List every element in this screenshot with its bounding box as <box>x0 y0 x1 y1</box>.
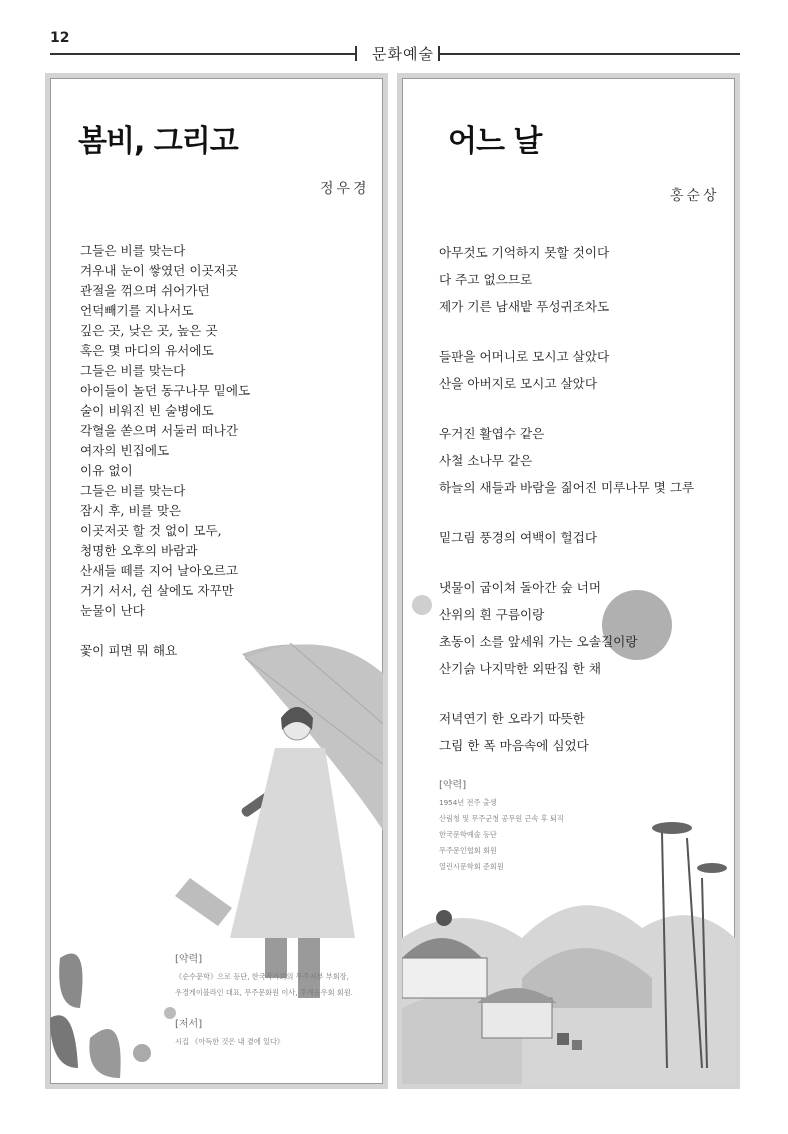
header-rule-left <box>50 53 355 55</box>
works-line: 시집 《아득한 것은 내 곁에 있다》 <box>175 1037 285 1046</box>
poem-line: 그림 한 폭 마음속에 심었다 <box>439 738 589 753</box>
poem-line: 우거진 활엽수 같은 <box>439 426 545 441</box>
bio-line: 산림청 및 무주군청 공무원 근속 후 퇴직 <box>439 814 564 823</box>
bio-line: 한국문학예술 등단 <box>439 830 497 839</box>
poem-line: 청명한 오후의 바람과 <box>80 543 198 558</box>
bio-heading: [약력] <box>175 954 203 965</box>
poem-line: 그들은 비를 맞는다 <box>80 483 186 498</box>
poem-line: 겨우내 눈이 쌓였던 이곳저곳 <box>80 263 238 278</box>
bio-line: 무주문인협회 회원 <box>439 846 497 855</box>
poem-line: 이유 없이 <box>80 463 133 478</box>
stanza-break <box>439 320 694 343</box>
poem-line: 사철 소나무 같은 <box>439 453 533 468</box>
bio-line: 1954년 전주 출생 <box>439 798 497 807</box>
poem-line: 잠시 후, 비를 맞은 <box>80 503 182 518</box>
author-bio <box>175 950 353 1050</box>
poem-line: 깊은 곳, 낮은 곳, 높은 곳 <box>80 323 218 338</box>
header-rule-right <box>440 53 740 55</box>
stanza-break <box>80 621 250 641</box>
poem-line: 언덕빼기를 지나서도 <box>80 303 194 318</box>
section-title: 문화예술 <box>372 45 434 63</box>
poem-line: 산을 아버지로 모시고 살았다 <box>439 376 597 391</box>
poem-line: 제가 기른 남새밭 푸성귀조차도 <box>439 299 610 314</box>
poem-line: 술이 비워진 빈 술병에도 <box>80 403 214 418</box>
poem-line: 산새들 떼를 지어 날아오르고 <box>80 563 238 578</box>
bio-heading: [약력] <box>439 780 467 791</box>
bio-line: 《순수문학》으로 등단, 한국작가회의 무주지부 부회장, <box>175 972 349 981</box>
poem-line: 들판을 어머니로 모시고 살았다 <box>439 349 610 364</box>
poem-title: 어느 날 <box>448 124 542 159</box>
stanza-break <box>439 397 694 420</box>
poem-line: 아이들이 놀던 동구나무 밑에도 <box>80 383 251 398</box>
bio-line: 우경게이블라인 대표, 무주문화원 이사, 주계음우회 회원. <box>175 988 353 997</box>
poem-line: 관절을 꺾으며 쉬어가던 <box>80 283 210 298</box>
works-heading: [저서] <box>175 1019 203 1030</box>
poem-line: 그들은 비를 맞는다 <box>80 243 186 258</box>
stanza-break <box>439 682 694 705</box>
poem-line: 눈물이 난다 <box>80 603 145 618</box>
poem-line: 다 주고 없으므로 <box>439 272 533 287</box>
poem-line: 혹은 몇 마디의 유서에도 <box>80 343 214 358</box>
poem-line: 여자의 빈집에도 <box>80 443 170 458</box>
poem-line: 거기 서서, 쉰 살에도 자꾸만 <box>80 583 234 598</box>
stanza-break <box>439 551 694 574</box>
poem-body <box>439 239 694 759</box>
page-number: 12 <box>50 30 70 46</box>
poem-panel-left <box>45 73 388 1089</box>
poem-line: 냇물이 굽이쳐 돌아간 숲 너머 <box>439 580 601 595</box>
poem-line: 각혈을 쏟으며 서둘러 떠나간 <box>80 423 238 438</box>
bio-line: 열린시문학회 준회원 <box>439 862 504 871</box>
poem-line: 초동이 소를 앞세워 가는 오솔길이랑 <box>439 634 638 649</box>
author-bio <box>439 776 564 875</box>
poem-body <box>80 241 250 661</box>
poem-panel-right <box>397 73 740 1089</box>
poem-line: 저녁연기 한 오라기 따뜻한 <box>439 711 585 726</box>
poem-line: 아무것도 기억하지 못할 것이다 <box>439 245 610 260</box>
stanza-break <box>439 501 694 524</box>
poem-line: 그들은 비를 맞는다 <box>80 363 186 378</box>
poem-title: 봄비, 그리고 <box>78 124 238 159</box>
poem-author: 정우경 <box>320 181 370 197</box>
poem-author: 홍순상 <box>670 188 720 204</box>
poem-line: 산기슭 나지막한 외딴집 한 채 <box>439 661 601 676</box>
poem-line: 하늘의 새들과 바람을 짊어진 미루나무 몇 그루 <box>439 480 695 495</box>
poem-line: 꽃이 피면 뭐 해요 <box>80 643 178 658</box>
poem-line: 이곳저곳 할 것 없이 모두, <box>80 523 222 538</box>
header-tick-left <box>355 46 357 61</box>
poem-line: 산위의 흰 구름이랑 <box>439 607 545 622</box>
poem-line: 밑그림 풍경의 여백이 헐겁다 <box>439 530 597 545</box>
